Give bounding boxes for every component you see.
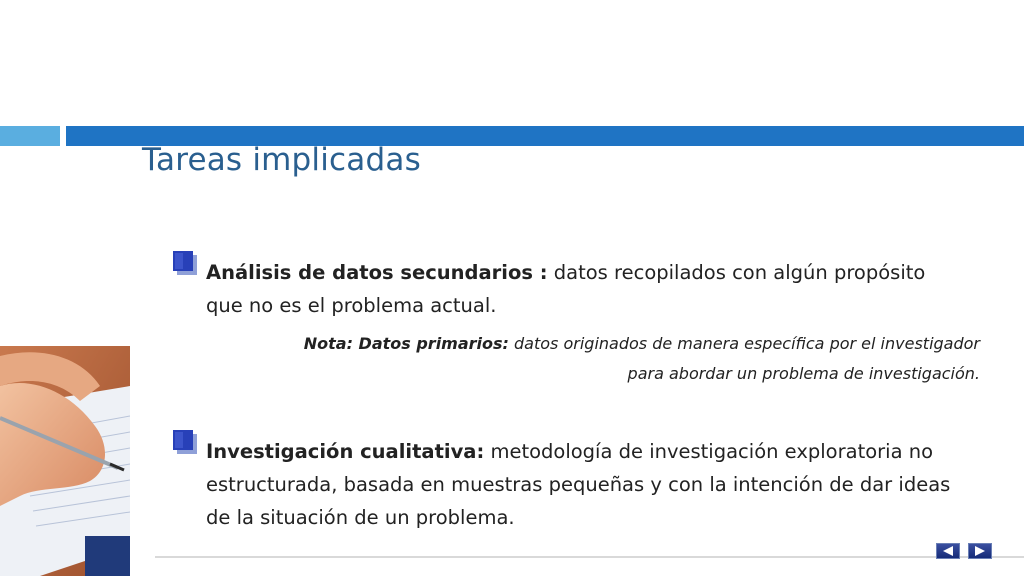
- prev-slide-button[interactable]: [936, 543, 960, 559]
- header-bar-light: [0, 126, 60, 146]
- note-datos-primarios: [300, 329, 980, 389]
- bullet-definition: datos recopilados con algún propósito que no es el problema actual.: [206, 261, 926, 317]
- blue-square-bullet-icon: [173, 251, 197, 275]
- note-definition: datos originados de manera específica por el investigador para abordar un problema de investigación.: [508, 334, 980, 383]
- bullet-analisis-secundarios: [206, 256, 926, 322]
- footer-divider: [155, 556, 1024, 558]
- note-term: Nota: Datos primarios:: [303, 334, 509, 353]
- bullet-definition: metodología de investigación exploratoria no estructurada, basada en muestras pequeñas y con la intención de dar ideas de la situación de un problema.: [206, 440, 951, 529]
- bullet-term: Análisis de datos secundarios :: [206, 261, 548, 284]
- arrow-left-icon: [937, 544, 959, 558]
- slide-title: Tareas implicadas: [142, 142, 421, 178]
- arrow-right-icon: [969, 544, 991, 558]
- hand-writing-photo: [0, 346, 130, 576]
- next-slide-button[interactable]: [968, 543, 992, 559]
- bullet-investigacion-cualitativa: [206, 435, 976, 534]
- blue-square-bullet-icon: [173, 430, 197, 454]
- bullet-term: Investigación cualitativa:: [206, 440, 485, 463]
